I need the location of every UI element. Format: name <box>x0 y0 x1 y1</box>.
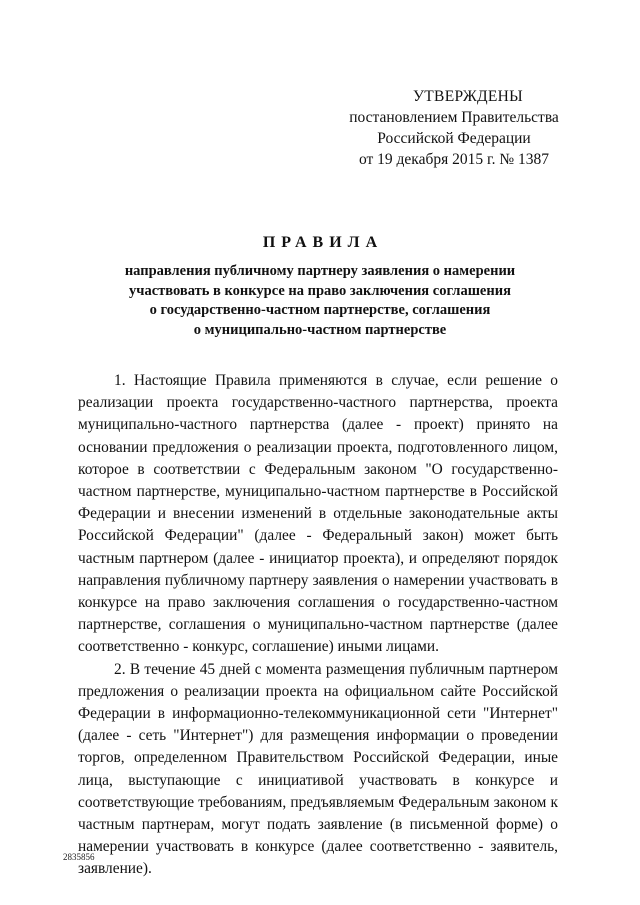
document-subtitle <box>60 262 580 340</box>
approval-line-2: Российской Федерации <box>377 130 531 147</box>
paragraph-2: 2. В течение 45 дней с момента размещения публичным партнером предложения о реализации проекта на официальном сайте Российской Федерации в информационно-телекоммуникационной сети "Интернет" (далее - сеть "Интернет") для размещения информации о проведении торгов, определенном Правительством Российской Федерации, иные лица, выступающие с инициативой участвовать в конкурсе и соответствующие требованиям, предъявляемым Федеральным законом к частным партнерам, могут подать заявление (в письменной форме) о намерении участвовать в конкурсе (далее соответственно - заявитель, заявление). <box>78 660 558 878</box>
subtitle-line-3: о государственно-частном партнерстве, соглашения <box>149 302 491 318</box>
document-number: 2835856 <box>63 852 95 862</box>
document-body <box>78 370 558 881</box>
subtitle-line-2: участвовать в конкурсе на право заключения соглашения <box>129 282 511 299</box>
approval-heading: УТВЕРЖДЕНЫ <box>413 88 523 105</box>
document-title: ПРАВИЛА <box>262 234 384 251</box>
subtitle-line-4: о муниципально-частном партнерстве <box>193 321 447 338</box>
approval-line-3: от 19 декабря 2015 г. № 1387 <box>358 151 550 168</box>
approval-line-1: постановлением Правительства <box>349 109 559 126</box>
paragraph-1: 1. Настоящие Правила применяются в случае, если решение о реализации проекта государственно-частного партнерства, проекта муниципально-частного партнерства (далее - проект) принято на основании предложения о реализации проекта, подготовленного лицом, которое в соответствии с Федеральным законом "О государственно-частном партнерстве, муниципально-частном партнерстве в Российской Федерации и внесении изменений в отдельные законодательные акты Российской Федерации" (далее - Федеральный закон) может быть частным партнером (далее - инициатор проекта), и определяют порядок направления публичному партнеру заявления о намерении участвовать в конкурсе на право заключения соглашения о государственно-частном партнерстве, соглашения о муниципально-частном партнерстве (далее соответственно - конкурс, соглашение) иными лицами. <box>78 372 558 656</box>
approval-block <box>330 86 578 170</box>
subtitle-line-1: направления публичному партнеру заявления о намерении <box>124 263 516 279</box>
